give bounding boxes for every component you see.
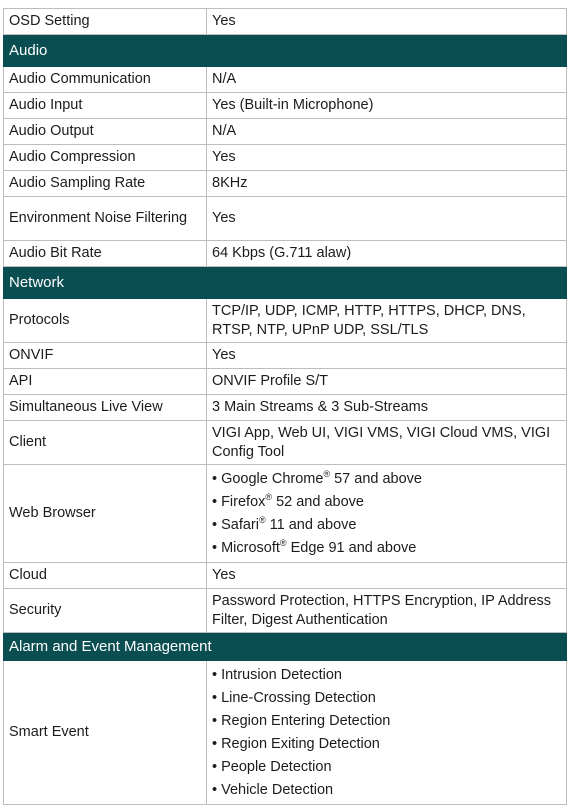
spec-label: Smart Event	[4, 661, 207, 805]
spec-value: Yes	[207, 197, 567, 241]
spec-value: Yes (Built-in Microphone)	[207, 93, 567, 119]
section-title: Network	[4, 267, 567, 299]
spec-value: Yes	[207, 9, 567, 35]
spec-label: Protocols	[4, 299, 207, 343]
spec-value: N/A	[207, 67, 567, 93]
spec-row-audio-input	[4, 93, 567, 119]
spec-label: Client	[4, 421, 207, 465]
spec-label: Audio Output	[4, 119, 207, 145]
browser-name: Microsoft	[221, 539, 280, 556]
spec-row-audio-bitrate	[4, 241, 567, 267]
spec-value	[207, 465, 567, 563]
spec-label: Environment Noise Filtering	[4, 197, 207, 241]
list-item: • Line-Crossing Detection	[212, 687, 561, 710]
browser-version: 11 and above	[269, 516, 357, 533]
spec-label: ONVIF	[4, 343, 207, 369]
registered-mark: ®	[265, 491, 273, 502]
spec-value: Yes	[207, 563, 567, 589]
section-header-alarm	[4, 633, 567, 661]
registered-mark: ®	[323, 468, 331, 479]
spec-row-security	[4, 589, 567, 633]
smart-event-list	[212, 664, 561, 802]
registered-mark: ®	[258, 514, 266, 525]
spec-value: 3 Main Streams & 3 Sub-Streams	[207, 395, 567, 421]
spec-value: Yes	[207, 343, 567, 369]
list-item	[212, 491, 561, 514]
list-item: • People Detection	[212, 756, 561, 779]
section-header-audio	[4, 35, 567, 67]
spec-value: VIGI App, Web UI, VIGI VMS, VIGI Cloud VMS, VIGI Config Tool	[207, 421, 567, 465]
registered-mark: ®	[279, 537, 287, 548]
list-item	[212, 514, 561, 537]
spec-row-osd	[4, 9, 567, 35]
browser-version: 57 and above	[334, 470, 422, 487]
section-title: Audio	[4, 35, 567, 67]
spec-value: Password Protection, HTTPS Encryption, IP Address Filter, Digest Authentication	[207, 589, 567, 633]
spec-row-onvif	[4, 343, 567, 369]
section-title: Alarm and Event Management	[4, 633, 567, 661]
spec-label: Audio Sampling Rate	[4, 171, 207, 197]
spec-label: API	[4, 369, 207, 395]
spec-row-env-noise	[4, 197, 567, 241]
spec-label: Cloud	[4, 563, 207, 589]
spec-row-smart-event	[4, 661, 567, 805]
spec-table	[3, 8, 567, 805]
spec-row-web-browser	[4, 465, 567, 563]
spec-value: ONVIF Profile S/T	[207, 369, 567, 395]
spec-label: Audio Communication	[4, 67, 207, 93]
spec-row-client	[4, 421, 567, 465]
browser-list	[212, 468, 561, 560]
browser-version: Edge 91 and above	[290, 539, 417, 556]
spec-row-audio-compression	[4, 145, 567, 171]
spec-label: OSD Setting	[4, 9, 207, 35]
list-item	[212, 537, 561, 560]
spec-row-api	[4, 369, 567, 395]
spec-label: Audio Input	[4, 93, 207, 119]
spec-row-cloud	[4, 563, 567, 589]
browser-name: Safari	[221, 516, 259, 533]
spec-value: N/A	[207, 119, 567, 145]
browser-version: 52 and above	[276, 493, 364, 510]
spec-row-live-view	[4, 395, 567, 421]
spec-row-audio-output	[4, 119, 567, 145]
list-item: • Region Exiting Detection	[212, 733, 561, 756]
spec-label: Audio Compression	[4, 145, 207, 171]
spec-row-audio-sampling	[4, 171, 567, 197]
list-item: • Vehicle Detection	[212, 779, 561, 802]
spec-row-audio-communication	[4, 67, 567, 93]
spec-row-protocols	[4, 299, 567, 343]
list-item: • Region Entering Detection	[212, 710, 561, 733]
spec-label: Simultaneous Live View	[4, 395, 207, 421]
list-item: • Intrusion Detection	[212, 664, 561, 687]
list-item	[212, 468, 561, 491]
section-header-network	[4, 267, 567, 299]
spec-value: 64 Kbps (G.711 alaw)	[207, 241, 567, 267]
spec-value: Yes	[207, 145, 567, 171]
spec-label: Web Browser	[4, 465, 207, 563]
spec-value: TCP/IP, UDP, ICMP, HTTP, HTTPS, DHCP, DNS, RTSP, NTP, UPnP UDP, SSL/TLS	[207, 299, 567, 343]
spec-value: 8KHz	[207, 171, 567, 197]
spec-label: Audio Bit Rate	[4, 241, 207, 267]
browser-name: Google Chrome	[221, 470, 324, 487]
spec-label: Security	[4, 589, 207, 633]
spec-value	[207, 661, 567, 805]
browser-name: Firefox	[221, 493, 266, 510]
